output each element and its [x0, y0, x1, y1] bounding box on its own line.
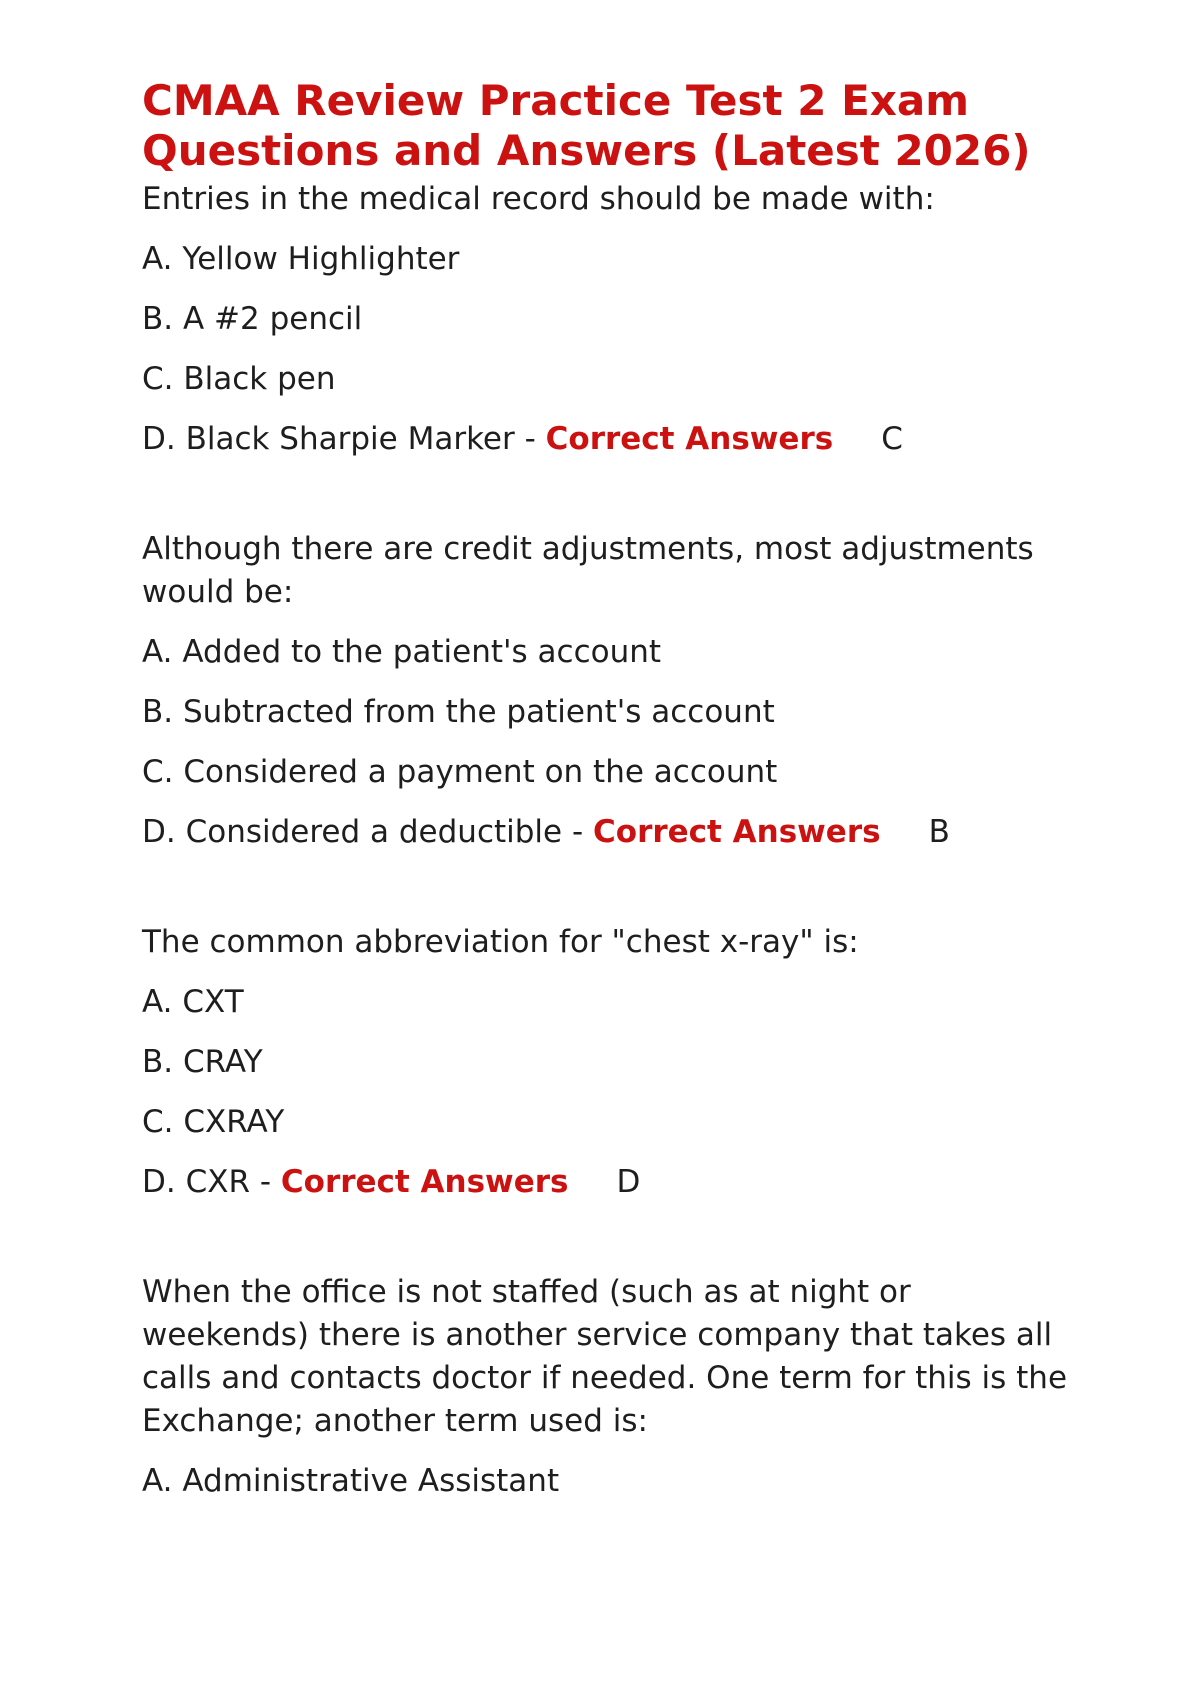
- option-d: [142, 1161, 1082, 1204]
- answer-letter: C: [881, 421, 903, 457]
- document-page: [142, 76, 1082, 1503]
- option-d: [142, 418, 1082, 461]
- question-text: When the office is not staffed (such as at night or weekends) there is another service company that takes all calls and contacts doctor if needed. One term for this is the Exchange; another term used is:: [142, 1274, 1068, 1439]
- option-b: B. Subtracted from the patient's account: [142, 694, 775, 730]
- question-block: [142, 1271, 1082, 1503]
- option-a: A. Administrative Assistant: [142, 1463, 560, 1499]
- question-block: [142, 528, 1082, 854]
- answer-letter: B: [928, 814, 950, 850]
- option-c: C. CXRAY: [142, 1104, 285, 1140]
- option-c: C. Considered a payment on the account: [142, 754, 778, 790]
- question-text: The common abbreviation for "chest x-ray" is:: [142, 924, 859, 960]
- option-d: [142, 811, 1082, 854]
- correct-answers-label: Correct Answers: [545, 421, 834, 457]
- title-line-2: Questions and Answers (Latest 2026): [142, 126, 1031, 175]
- document-title: [142, 76, 1082, 176]
- option-b: B. CRAY: [142, 1044, 263, 1080]
- question-text: Entries in the medical record should be made with:: [142, 181, 935, 217]
- option-d-text: D. Considered a deductible -: [142, 814, 594, 850]
- question-block: [142, 921, 1082, 1204]
- correct-answers-label: Correct Answers: [280, 1164, 569, 1200]
- answer-letter: D: [616, 1164, 641, 1200]
- option-d-text: D. CXR -: [142, 1164, 281, 1200]
- question-text: Although there are credit adjustments, most adjustments would be:: [142, 531, 1034, 610]
- option-c: C. Black pen: [142, 361, 336, 397]
- option-a: A. Added to the patient's account: [142, 634, 662, 670]
- option-b: B. A #2 pencil: [142, 301, 363, 337]
- title-line-1: CMAA Review Practice Test 2 Exam: [142, 76, 969, 125]
- option-a: A. Yellow Highlighter: [142, 241, 460, 277]
- option-d-text: D. Black Sharpie Marker -: [142, 421, 546, 457]
- question-block: [142, 178, 1082, 461]
- correct-answers-label: Correct Answers: [593, 814, 881, 850]
- option-a: A. CXT: [142, 984, 244, 1020]
